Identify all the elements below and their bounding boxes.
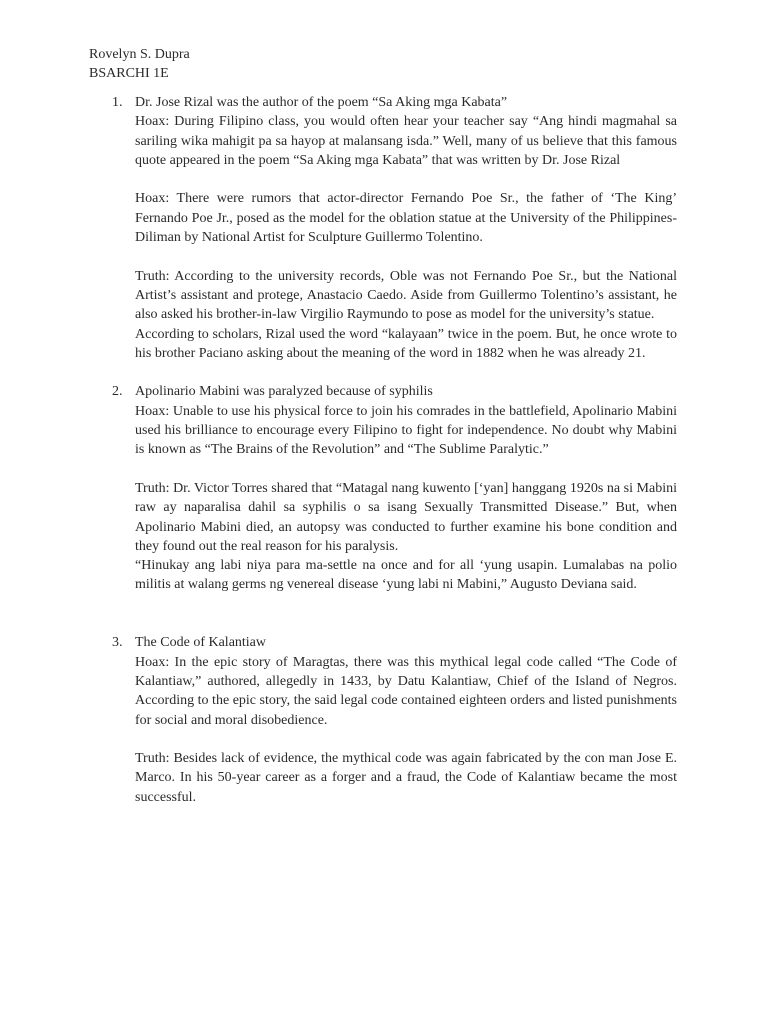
list-item (89, 633, 677, 807)
list-item (89, 93, 677, 363)
item-title: The Code of Kalantiaw (135, 635, 267, 651)
item-title: Apolinario Mabini was paralyzed because of syphilis (135, 384, 433, 400)
hoax-paragraph: Hoax: Unable to use his physical force to join his comrades in the battlefield, Apolinario Mabini used his brilliance to encourage every Filipino to fight for independence. No doubt why Mabini is known as “The Brains of the Revolution” and “The Sublime Paralytic.” (135, 403, 677, 458)
hoax-paragraph: Hoax: There were rumors that actor-director Fernando Poe Sr., the father of ‘The King’ Fernando Poe Jr., posed as the model for the oblation statue at the University of the Philippines-Diliman by National Artist for Sculpture Guillermo Tolentino. (135, 191, 677, 246)
note-paragraph: According to scholars, Rizal used the word “kalayaan” twice in the poem. But, he once wrote to his brother Paciano asking about the meaning of the word in 1882 when he was already 21. (135, 326, 677, 361)
hoax-paragraph: Hoax: During Filipino class, you would often hear your teacher say “Ang hindi magmahal sa sariling wika mahigit pa sa hayop at malansang isda.” Well, many of us believe that this famous quote appeared in the poem “Sa Aking mga Kabata” that was written by Dr. Jose Rizal (135, 114, 677, 168)
hoax-paragraph: Hoax: In the epic story of Maragtas, there was this mythical legal code called “The Code of Kalantiaw,” authored, allegedly in 1433, by Datu Kalantiaw, Chief of the Island of Negros. According to the epic story, the said legal code contained eighteen orders and listed punishments for social and moral disobedience. (135, 654, 677, 728)
numbered-list (89, 93, 677, 807)
author-name: Rovelyn S. Dupra (89, 47, 190, 62)
class-section: BSARCHI 1E (89, 66, 169, 82)
item-number: 3. (112, 635, 123, 651)
item-title: Dr. Jose Rizal was the author of the poem “Sa Aking mga Kabata” (135, 95, 508, 110)
truth-paragraph: Truth: Besides lack of evidence, the mythical code was again fabricated by the con man Jose E. Marco. In his 50-year career as a forger and a fraud, the Code of Kalantiaw became the most successful. (135, 751, 677, 805)
document-header (89, 45, 190, 84)
list-item (89, 382, 677, 594)
truth-paragraph: Truth: Dr. Victor Torres shared that “Matagal nang kuwento [‘yan] hanggang 1920s na si Mabini raw ay naparalisa dahil sa syphilis o sa isang Sexually Transmitted Disease.” But, when Apolinario Mabini died, an autopsy was conducted to further examine his bone condition and they found out the real reason for his paralysis. (135, 480, 677, 554)
item-number: 2. (112, 384, 123, 400)
truth-paragraph: Truth: According to the university records, Oble was not Fernando Poe Sr., but the National Artist’s assistant and protege, Anastacio Caedo. Aside from Guillermo Tolentino’s assistant, he also asked his brother-in-law Virgilio Raymundo to pose as model for the university’s statue. (135, 268, 677, 323)
item-number: 1. (112, 95, 123, 110)
quote-paragraph: “Hinukay ang labi niya para ma-settle na once and for all ‘yung usapin. Lumalabas na polio militis at walang germs ng venereal disease ‘yung labi ni Mabini,” Augusto Deviana said. (135, 558, 677, 593)
